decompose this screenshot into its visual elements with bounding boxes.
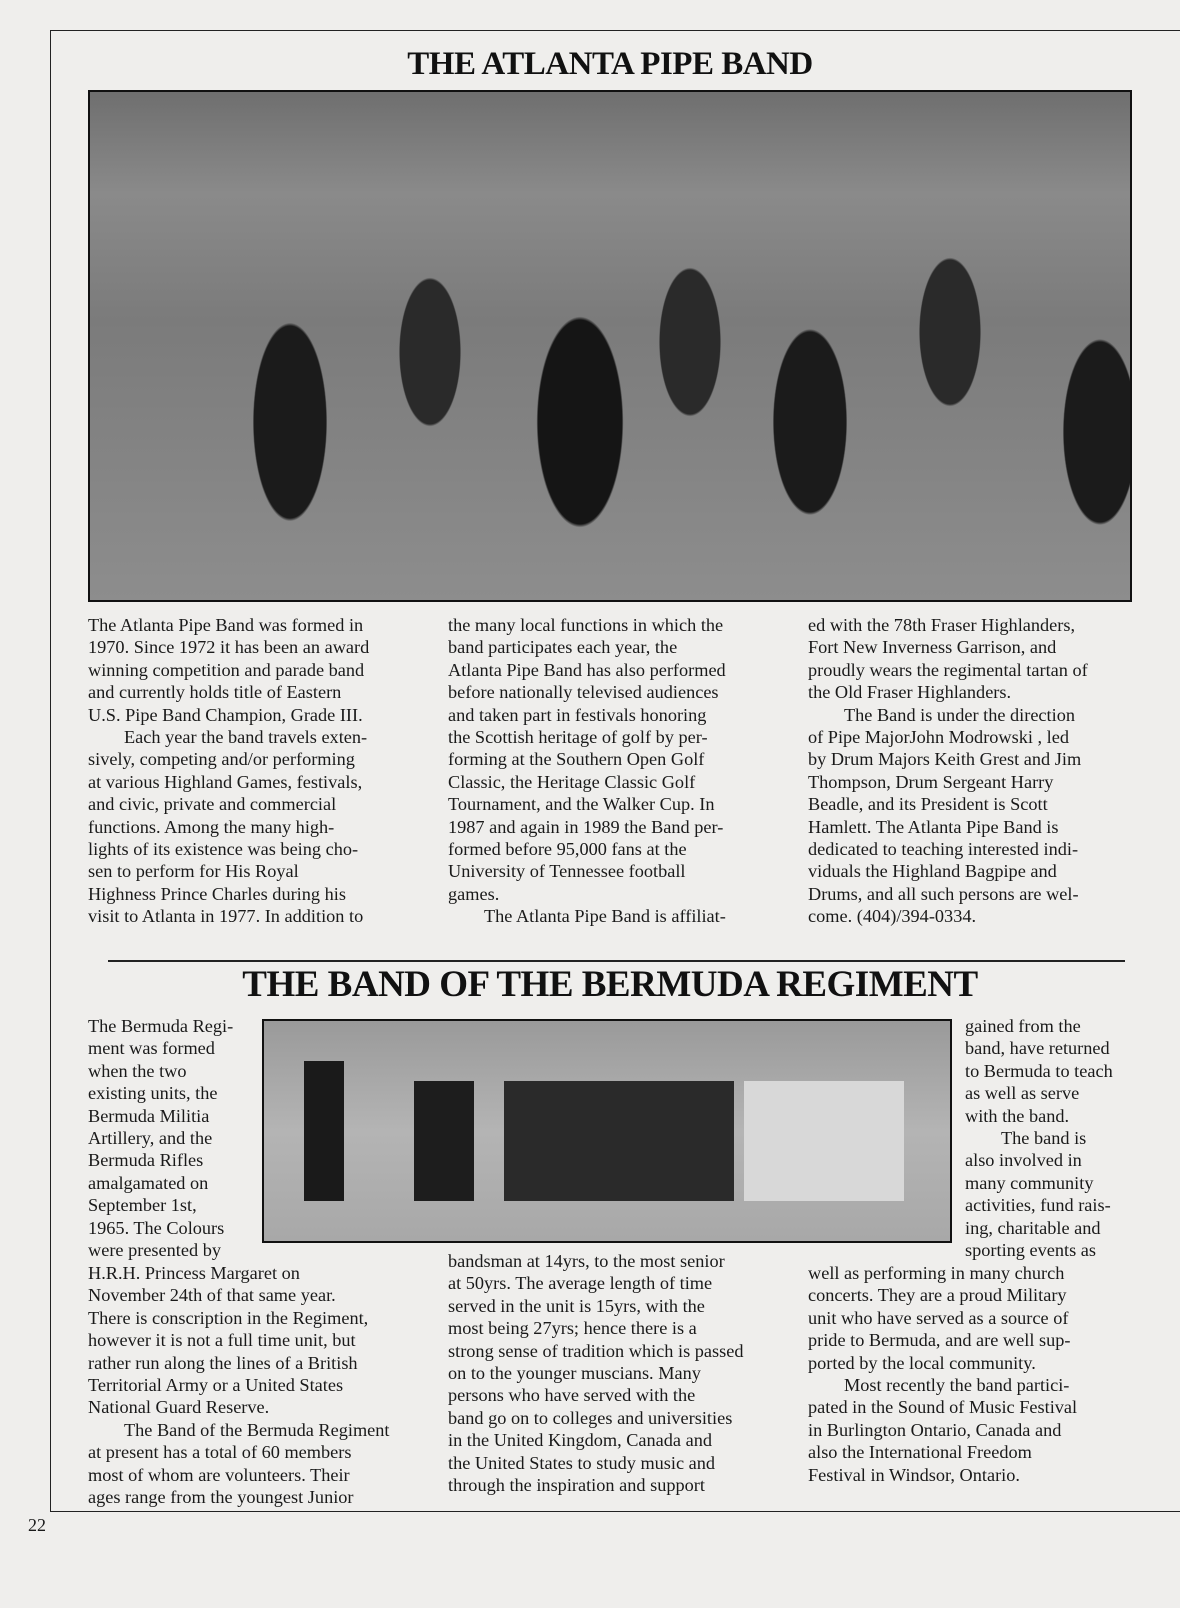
text-line: by Drum Majors Keith Grest and Jim bbox=[808, 749, 1082, 770]
bermuda-column-2 bbox=[448, 1250, 744, 1496]
section-divider bbox=[108, 960, 1125, 962]
text-line: in Burlington Ontario, Canada and bbox=[808, 1419, 1062, 1440]
text-line: also the International Freedom bbox=[808, 1442, 1032, 1463]
text-line: before nationally televised audiences bbox=[448, 682, 719, 703]
section-title-bermuda: THE BAND OF THE BERMUDA REGIMENT bbox=[242, 964, 978, 1005]
text-line: and civic, private and commercial bbox=[88, 794, 337, 815]
text-line: when the two bbox=[88, 1060, 187, 1081]
text-line: and currently holds title of Eastern bbox=[88, 682, 342, 703]
text-line: 1970. Since 1972 it has been an award bbox=[88, 637, 370, 658]
text-line: come. (404)/394-0334. bbox=[808, 906, 977, 927]
text-line: Territorial Army or a United States bbox=[88, 1375, 344, 1396]
text-line: persons who have served with the bbox=[448, 1385, 696, 1406]
text-line: bandsman at 14yrs, to the most senior bbox=[448, 1251, 725, 1271]
bermuda-column-1-bottom bbox=[88, 1262, 390, 1508]
text-line: Festival in Windsor, Ontario. bbox=[808, 1464, 1020, 1485]
text-line: the many local functions in which the bbox=[448, 615, 724, 635]
text-line: strong sense of tradition which is passed bbox=[448, 1340, 744, 1361]
atlanta-column-3 bbox=[808, 614, 1088, 928]
bermuda-column-3-bottom bbox=[808, 1262, 1077, 1486]
text-line: with the band. bbox=[965, 1105, 1070, 1126]
text-line: H.R.H. Princess Margaret on bbox=[88, 1263, 300, 1283]
text-line: of Pipe MajorJohn Modrowski , led bbox=[808, 727, 1069, 748]
text-line: as well as serve bbox=[965, 1083, 1080, 1104]
text-line: band, have returned bbox=[965, 1038, 1110, 1059]
text-line: served in the unit is 15yrs, with the bbox=[448, 1295, 705, 1316]
section-title-atlanta: THE ATLANTA PIPE BAND bbox=[407, 46, 813, 82]
text-line: pride to Bermuda, and are well sup- bbox=[808, 1330, 1071, 1351]
text-line: the Old Fraser Highlanders. bbox=[808, 682, 1012, 703]
text-line: The Bermuda Regi- bbox=[88, 1016, 234, 1036]
text-line: and taken part in festivals honoring bbox=[448, 704, 707, 725]
text-line: The Atlanta Pipe Band is affiliat- bbox=[484, 906, 726, 927]
photo-atlanta-pipe-band bbox=[88, 90, 1132, 602]
text-line: most being 27yrs; hence there is a bbox=[448, 1318, 697, 1339]
text-line: lights of its existence was being cho- bbox=[88, 839, 359, 860]
text-line: Classic, the Heritage Classic Golf bbox=[448, 771, 696, 792]
bermuda-column-1-top bbox=[88, 1015, 233, 1261]
text-line: The Band of the Bermuda Regiment bbox=[124, 1419, 390, 1440]
text-line: to Bermuda to teach bbox=[965, 1060, 1113, 1081]
text-line: were presented by bbox=[88, 1240, 221, 1261]
text-line: ages range from the youngest Junior bbox=[88, 1487, 354, 1508]
text-line: at 50yrs. The average length of time bbox=[448, 1273, 713, 1294]
text-line: Artillery, and the bbox=[88, 1128, 213, 1149]
text-line: the Scottish heritage of golf by per- bbox=[448, 727, 708, 748]
text-line: The Atlanta Pipe Band was formed in bbox=[88, 615, 364, 635]
text-line: Highness Prince Charles during his bbox=[88, 883, 346, 904]
text-line: gained from the bbox=[965, 1016, 1081, 1036]
text-line: existing units, the bbox=[88, 1083, 218, 1104]
text-line: sporting events as bbox=[965, 1240, 1096, 1261]
text-line: Fort New Inverness Garrison, and bbox=[808, 637, 1057, 658]
text-line: Most recently the band partici- bbox=[844, 1375, 1070, 1396]
text-line: at present has a total of 60 members bbox=[88, 1442, 352, 1463]
text-line: concerts. They are a proud Military bbox=[808, 1285, 1067, 1306]
text-line: through the inspiration and support bbox=[448, 1475, 705, 1496]
text-line: games. bbox=[448, 883, 500, 904]
text-line: Thompson, Drum Sergeant Harry bbox=[808, 771, 1054, 792]
text-line: unit who have served as a source of bbox=[808, 1307, 1069, 1328]
text-line: Beadle, and its President is Scott bbox=[808, 794, 1048, 815]
photo-bermuda-regiment-band bbox=[262, 1019, 952, 1243]
bermuda-column-3-top bbox=[965, 1015, 1113, 1261]
text-line: many community bbox=[965, 1172, 1094, 1193]
text-line: The band is bbox=[1001, 1128, 1087, 1149]
text-line: University of Tennessee football bbox=[448, 861, 686, 882]
text-line: Each year the band travels exten- bbox=[124, 727, 368, 748]
text-line: visit to Atlanta in 1977. In addition to bbox=[88, 906, 364, 927]
text-line: ported by the local community. bbox=[808, 1352, 1036, 1373]
text-line: dedicated to teaching interested indi- bbox=[808, 839, 1079, 860]
text-line: well as performing in many church bbox=[808, 1263, 1065, 1283]
page-number: 22 bbox=[28, 1515, 46, 1535]
text-line: formed before 95,000 fans at the bbox=[448, 839, 687, 860]
text-line: National Guard Reserve. bbox=[88, 1397, 270, 1418]
atlanta-column-1 bbox=[88, 614, 369, 928]
text-line: Atlanta Pipe Band has also performed bbox=[448, 659, 726, 680]
text-line: forming at the Southern Open Golf bbox=[448, 749, 705, 770]
text-line: ed with the 78th Fraser Highlanders, bbox=[808, 615, 1076, 635]
text-line: 1987 and again in 1989 the Band per- bbox=[448, 816, 724, 837]
text-line: 1965. The Colours bbox=[88, 1217, 225, 1238]
text-line: in the United Kingdom, Canada and bbox=[448, 1430, 713, 1451]
text-line: rather run along the lines of a British bbox=[88, 1352, 358, 1373]
text-line: the United States to study music and bbox=[448, 1452, 716, 1473]
text-line: Drums, and all such persons are wel- bbox=[808, 883, 1079, 904]
text-line: ment was formed bbox=[88, 1038, 215, 1059]
text-line: viduals the Highland Bagpipe and bbox=[808, 861, 1057, 882]
text-line: amalgamated on bbox=[88, 1172, 209, 1193]
text-line: November 24th of that same year. bbox=[88, 1285, 336, 1306]
text-line: September 1st, bbox=[88, 1195, 197, 1216]
text-line: sen to perform for His Royal bbox=[88, 861, 299, 882]
text-line: band go on to colleges and universities bbox=[448, 1407, 733, 1428]
text-line: activities, fund rais- bbox=[965, 1195, 1111, 1216]
text-line: ing, charitable and bbox=[965, 1217, 1101, 1238]
text-line: Hamlett. The Atlanta Pipe Band is bbox=[808, 816, 1059, 837]
text-line: winning competition and parade band bbox=[88, 659, 365, 680]
text-line: functions. Among the many high- bbox=[88, 816, 335, 837]
text-line: sively, competing and/or performing bbox=[88, 749, 355, 770]
text-line: on to the younger muscians. Many bbox=[448, 1363, 701, 1384]
text-line: Bermuda Militia bbox=[88, 1105, 210, 1126]
text-line: The Band is under the direction bbox=[844, 704, 1075, 725]
text-line: There is conscription in the Regiment, bbox=[88, 1307, 369, 1328]
text-line: pated in the Sound of Music Festival bbox=[808, 1397, 1078, 1418]
text-line: proudly wears the regimental tartan of bbox=[808, 659, 1088, 680]
text-line: U.S. Pipe Band Champion, Grade III. bbox=[88, 704, 363, 725]
text-line: Bermuda Rifles bbox=[88, 1150, 204, 1171]
text-line: Tournament, and the Walker Cup. In bbox=[448, 794, 715, 815]
text-line: also involved in bbox=[965, 1150, 1082, 1171]
text-line: band participates each year, the bbox=[448, 637, 678, 658]
atlanta-column-2 bbox=[448, 614, 726, 928]
text-line: at various Highland Games, festivals, bbox=[88, 771, 363, 792]
text-line: however it is not a full time unit, but bbox=[88, 1330, 356, 1351]
text-line: most of whom are volunteers. Their bbox=[88, 1464, 350, 1485]
